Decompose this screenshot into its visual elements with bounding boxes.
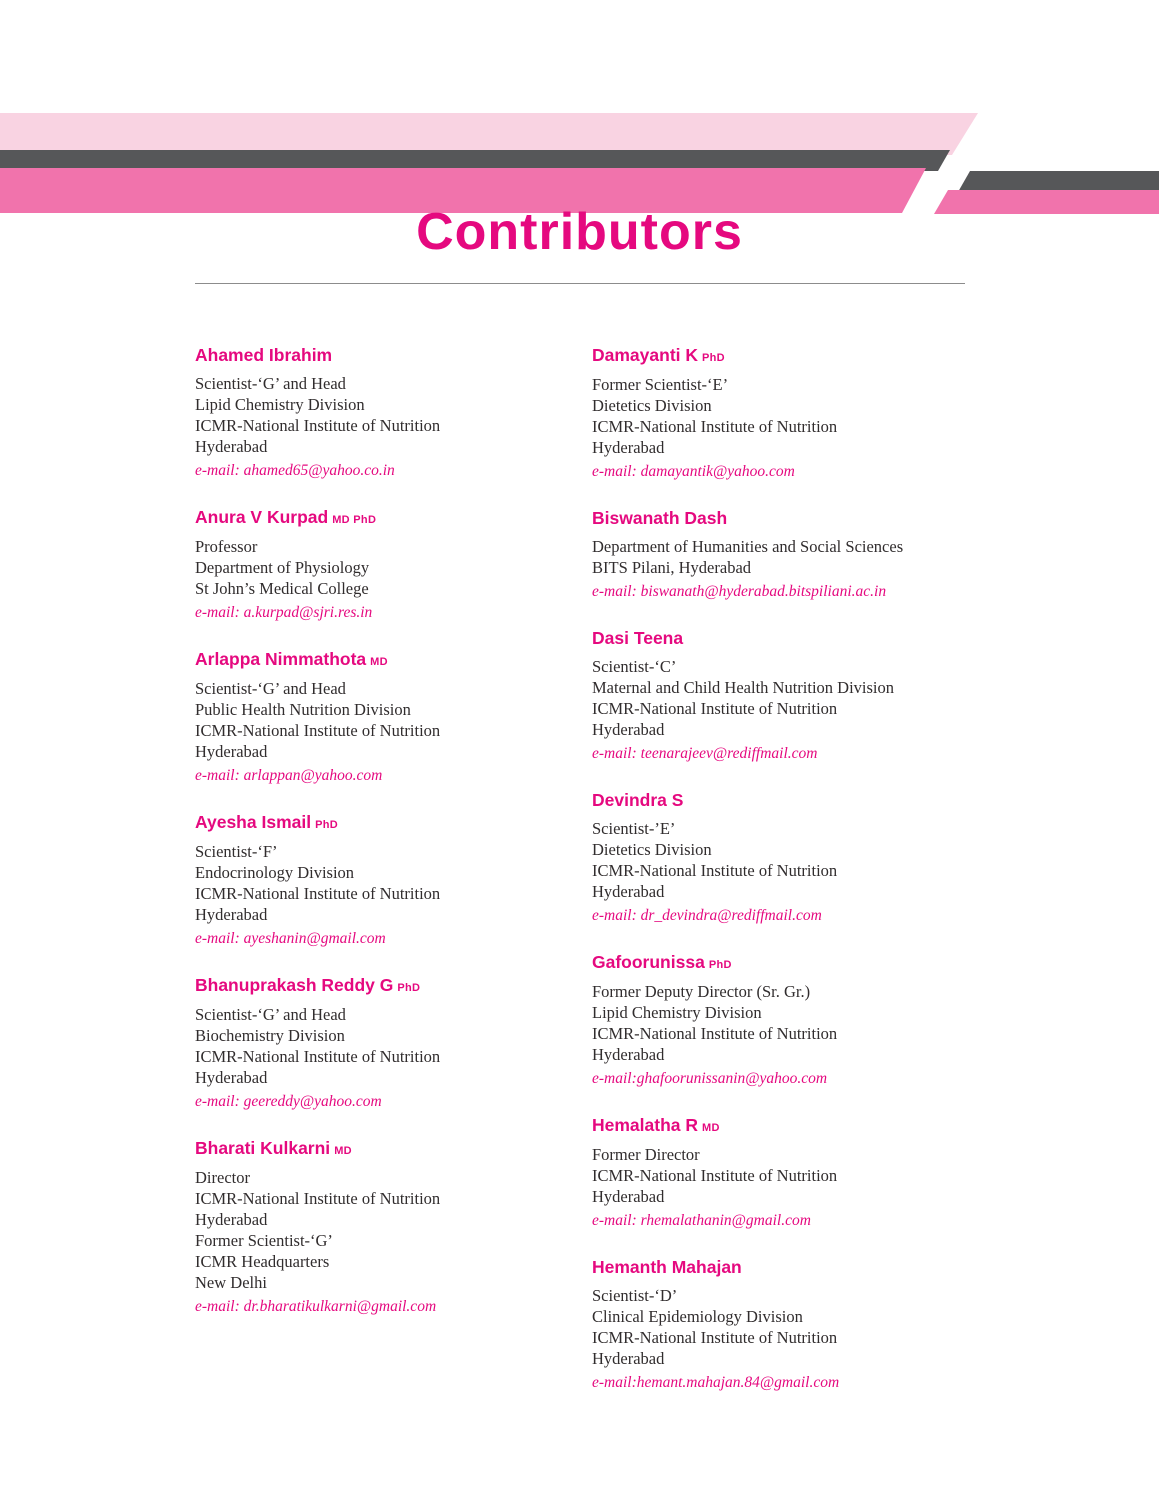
contributor-entry <box>195 811 592 949</box>
contributor-email: e-mail: ayeshanin@gmail.com <box>195 930 386 947</box>
contributor-entry <box>592 951 965 1089</box>
contributor-email: e-mail: geereddy@yahoo.com <box>195 1093 382 1110</box>
contributor-credentials: PhD <box>397 982 421 994</box>
contributor-credentials: MD <box>370 656 388 668</box>
contributor-detail-line: Former Scientist-‘G’ <box>195 1231 333 1250</box>
contributor-detail-line: Scientist-‘G’ and Head <box>195 679 346 698</box>
contributor-detail-line: ICMR-National Institute of Nutrition <box>592 699 838 718</box>
contributor-name-line <box>592 951 965 976</box>
contributor-name-line <box>195 1137 592 1162</box>
contributor-detail-line: ICMR Headquarters <box>195 1252 330 1271</box>
contributor-detail-line: St John’s Medical College <box>195 579 369 598</box>
contributor-detail-line: Department of Physiology <box>195 558 370 577</box>
contributor-name: Biswanath Dash <box>592 508 728 528</box>
contributor-detail-line: Hyderabad <box>195 742 268 761</box>
contributor-detail-line: Hyderabad <box>592 1045 665 1064</box>
contributor-name-line <box>592 1114 965 1139</box>
contributor-detail-line: Hyderabad <box>592 438 665 457</box>
contributor-detail-line: Dietetics Division <box>592 840 712 859</box>
contributor-entry <box>195 344 592 481</box>
contributor-detail-line: Dietetics Division <box>592 396 712 415</box>
contributor-entry <box>592 1114 965 1231</box>
contributor-detail-line: Professor <box>195 537 258 556</box>
contributor-entry <box>592 507 965 602</box>
contributor-name: Devindra S <box>592 790 684 810</box>
contributor-email: e-mail: arlappan@yahoo.com <box>195 767 383 784</box>
contributor-email: e-mail: biswanath@hyderabad.bitspiliani.ac.in <box>592 583 887 600</box>
contributor-name: Dasi Teena <box>592 628 684 648</box>
contributor-email: e-mail: ahamed65@yahoo.co.in <box>195 462 395 479</box>
contributor-entry <box>592 789 965 926</box>
contributor-entry <box>195 648 592 786</box>
contributor-name-line <box>592 627 965 651</box>
contributor-detail-line: Clinical Epidemiology Division <box>592 1307 803 1326</box>
contributor-detail-line: Hyderabad <box>592 720 665 739</box>
contributor-detail-line: Former Scientist-‘E’ <box>592 375 729 394</box>
contributor-detail-line: ICMR-National Institute of Nutrition <box>592 861 838 880</box>
contributor-email: e-mail: teenarajeev@rediffmail.com <box>592 745 818 762</box>
contributor-credentials: PhD <box>708 959 732 971</box>
contributor-email: e-mail: a.kurpad@sjri.res.in <box>195 604 373 621</box>
page-title: Contributors <box>416 203 743 261</box>
contributor-detail-line: ICMR-National Institute of Nutrition <box>195 1047 441 1066</box>
contributor-detail-line: New Delhi <box>195 1273 267 1292</box>
contributor-name-line <box>592 507 965 531</box>
contributor-email: e-mail:ghafoorunissanin@yahoo.com <box>592 1070 828 1087</box>
contributor-name-line <box>592 344 965 369</box>
contributor-name-line <box>195 648 592 673</box>
contributor-detail-line: Hyderabad <box>592 1349 665 1368</box>
contributor-entry <box>592 344 965 482</box>
contributor-detail-line: Hyderabad <box>592 1187 665 1206</box>
contributor-detail-line: ICMR-National Institute of Nutrition <box>195 721 441 740</box>
contributor-credentials: MD <box>702 1122 720 1134</box>
contributor-entry <box>195 1137 592 1317</box>
contributor-detail-line: Biochemistry Division <box>195 1026 345 1045</box>
contributor-name: Gafoorunissa <box>592 952 705 972</box>
contributor-detail-line: Lipid Chemistry Division <box>195 395 365 414</box>
contributor-email: e-mail: dr_devindra@rediffmail.com <box>592 907 822 924</box>
contributor-credentials: PhD <box>315 819 338 831</box>
contributor-detail-line: Former Director <box>592 1145 700 1164</box>
contributor-name: Bhanuprakash Reddy G <box>195 975 394 995</box>
contributor-detail-line: Lipid Chemistry Division <box>592 1003 762 1022</box>
contributor-credentials: MD PhD <box>332 514 377 526</box>
contributor-entry <box>592 627 965 764</box>
contributor-detail-line: Director <box>195 1168 250 1187</box>
contributors-column-right <box>592 344 965 1418</box>
contributor-name: Arlappa Nimmathota <box>195 649 367 669</box>
contributor-name: Hemanth Mahajan <box>592 1257 742 1277</box>
contributor-detail-line: Hyderabad <box>195 1068 268 1087</box>
contributor-detail-line: Former Deputy Director (Sr. Gr.) <box>592 982 811 1001</box>
contributor-detail-line: ICMR-National Institute of Nutrition <box>592 1328 838 1347</box>
contributor-detail-line: Hyderabad <box>195 1210 268 1229</box>
contributor-detail-line: Scientist-‘D’ <box>592 1286 678 1305</box>
band-dark-gray <box>0 150 950 171</box>
contributor-detail-line: Maternal and Child Health Nutrition Division <box>592 678 894 697</box>
contributor-entry <box>592 1256 965 1393</box>
contributor-name-line <box>195 344 592 368</box>
contributor-detail-line: Hyderabad <box>592 882 665 901</box>
contributor-email: e-mail: dr.bharatikulkarni@gmail.com <box>195 1298 437 1315</box>
contributor-detail-line: ICMR-National Institute of Nutrition <box>592 417 838 436</box>
contributor-entry <box>195 506 592 623</box>
contributor-name: Bharati Kulkarni <box>195 1138 331 1158</box>
contributor-name-line <box>592 789 965 813</box>
band-pale-pink <box>0 113 978 155</box>
contributor-name: Ahamed Ibrahim <box>195 345 333 365</box>
contributor-name: Hemalatha R <box>592 1115 699 1135</box>
contributor-name: Damayanti K <box>592 345 699 365</box>
contributor-detail-line: Scientist-‘G’ and Head <box>195 374 346 393</box>
contributors-section <box>195 344 965 1418</box>
contributor-detail-line: Department of Humanities and Social Sciences <box>592 537 904 556</box>
contributor-email: e-mail: rhemalathanin@gmail.com <box>592 1212 811 1229</box>
contributor-name-line <box>195 811 592 836</box>
contributor-email: e-mail: damayantik@yahoo.com <box>592 463 795 480</box>
contributor-name-line <box>592 1256 965 1280</box>
contributor-detail-line: ICMR-National Institute of Nutrition <box>592 1024 838 1043</box>
contributor-detail-line: ICMR-National Institute of Nutrition <box>195 416 441 435</box>
contributor-detail-line: Endocrinology Division <box>195 863 355 882</box>
contributor-email: e-mail:hemant.mahajan.84@gmail.com <box>592 1374 840 1391</box>
contributor-detail-line: ICMR-National Institute of Nutrition <box>195 884 441 903</box>
contributor-detail-line: Scientist-‘G’ and Head <box>195 1005 346 1024</box>
contributor-name: Ayesha Ismail <box>195 812 312 832</box>
contributor-credentials: MD <box>334 1145 352 1157</box>
contributors-column-left <box>195 344 592 1418</box>
contributor-detail-line: Hyderabad <box>195 905 268 924</box>
contributor-credentials: PhD <box>702 352 725 364</box>
contributor-detail-line: Scientist-‘C’ <box>592 657 677 676</box>
contributor-detail-line: Hyderabad <box>195 437 268 456</box>
contributor-detail-line: BITS Pilani, Hyderabad <box>592 558 752 577</box>
title-divider <box>195 283 965 284</box>
contributor-detail-line: Scientist-‘F’ <box>195 842 278 861</box>
contributor-entry <box>195 974 592 1112</box>
band-dark-gray-right <box>958 171 1159 192</box>
contributor-detail-line: Public Health Nutrition Division <box>195 700 411 719</box>
contributor-name-line <box>195 506 592 531</box>
contributor-detail-line: ICMR-National Institute of Nutrition <box>592 1166 838 1185</box>
contributor-name: Anura V Kurpad <box>195 507 329 527</box>
contributor-detail-line: Scientist-’E’ <box>592 819 676 838</box>
contributor-name-line <box>195 974 592 999</box>
contributor-detail-line: ICMR-National Institute of Nutrition <box>195 1189 441 1208</box>
